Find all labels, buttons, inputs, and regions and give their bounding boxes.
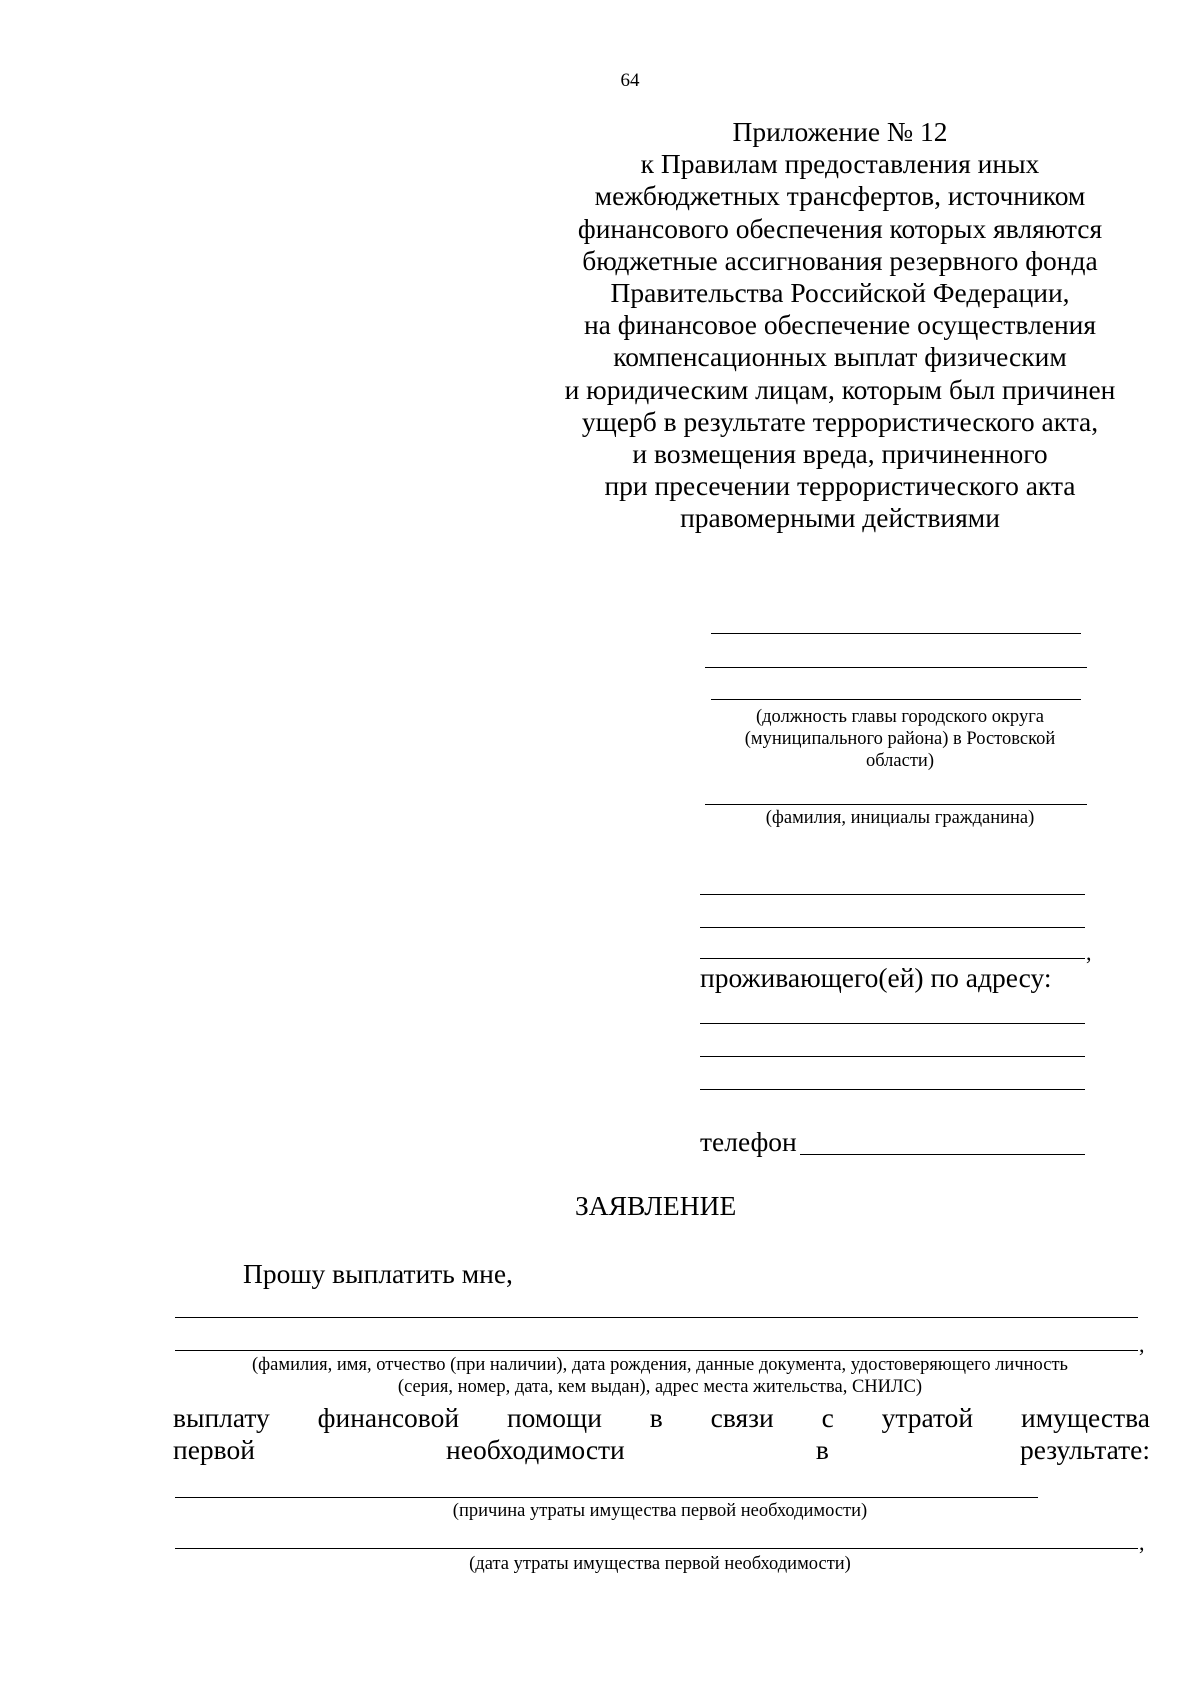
caption-line: области) <box>865 751 934 771</box>
phone-label: телефон <box>700 1126 797 1157</box>
reason-caption: (причина утраты имущества первой необходимости) <box>452 1501 868 1521</box>
position-caption <box>700 706 1100 772</box>
word: финансовой <box>317 1402 460 1433</box>
word: выплату <box>173 1402 270 1433</box>
official-name-caption: (фамилия, инициалы гражданина) <box>765 808 1035 828</box>
applicant-blank-line[interactable] <box>700 958 1085 959</box>
appendix-line: правомерными действиями <box>680 502 1000 534</box>
word: в <box>815 1434 829 1465</box>
appendix-line: финансового обеспечения которых являются <box>577 212 1103 244</box>
word: связи <box>710 1402 774 1433</box>
request-text: Прошу выплатить мне, <box>243 1258 513 1289</box>
word: имущества <box>1021 1402 1150 1433</box>
applicant-blank-line[interactable] <box>700 894 1085 895</box>
date-comma: , <box>1139 1530 1145 1555</box>
appendix-line: бюджетные ассигнования резервного фонда <box>582 244 1098 276</box>
position-blank-line[interactable] <box>711 699 1081 700</box>
caption-line: (фамилия, имя, отчество (при наличии), дата рождения, данные документа, удостоверяющего личность <box>252 1355 1068 1375</box>
position-blank-line[interactable] <box>705 667 1087 668</box>
person-blank-line[interactable] <box>175 1317 1138 1318</box>
word: в <box>649 1402 663 1433</box>
word: первой <box>173 1434 255 1465</box>
word: результате: <box>1019 1434 1150 1465</box>
appendix-line: Правительства Российской Федерации, <box>610 277 1070 309</box>
applicant-blank-line[interactable] <box>700 927 1085 928</box>
applicant-comma: , <box>1086 940 1092 965</box>
appendix-line: и возмещения вреда, причиненного <box>632 438 1048 470</box>
appendix-header <box>540 116 1140 535</box>
appendix-line: межбюджетных трансфертов, источником <box>594 180 1086 212</box>
date-caption: (дата утраты имущества первой необходимости) <box>469 1554 851 1574</box>
appendix-line: и юридическим лицам, которым был причинен <box>564 373 1116 405</box>
appendix-line: ущерб в результате террористического акта, <box>581 405 1099 437</box>
address-label: проживающего(ей) по адресу: <box>700 962 1052 993</box>
statement-title: ЗАЯВЛЕНИЕ <box>575 1190 737 1221</box>
official-name-blank-line[interactable] <box>705 804 1087 805</box>
appendix-line: Приложение № 12 <box>732 116 948 147</box>
date-blank-line[interactable] <box>175 1548 1138 1549</box>
word: утратой <box>881 1402 974 1433</box>
person-caption <box>160 1354 1160 1398</box>
address-blank-line[interactable] <box>700 1023 1085 1024</box>
person-blank-line[interactable] <box>175 1350 1138 1351</box>
address-blank-line[interactable] <box>700 1056 1085 1057</box>
appendix-line: к Правилам предоставления иных <box>640 148 1040 180</box>
address-blank-line[interactable] <box>700 1089 1085 1090</box>
appendix-line: компенсационных выплат физическим <box>613 341 1067 373</box>
phone-blank-line[interactable] <box>800 1154 1085 1155</box>
statement-line-2 <box>173 1434 1150 1466</box>
position-blank-line[interactable] <box>711 633 1081 634</box>
appendix-line: на финансовое обеспечение осуществления <box>583 309 1097 341</box>
caption-line: (должность главы городского округа <box>755 707 1044 727</box>
word: с <box>821 1402 834 1433</box>
page-number: 64 <box>620 70 640 91</box>
word: необходимости <box>446 1434 625 1465</box>
statement-line-1 <box>173 1402 1150 1434</box>
caption-line: (муниципального района) в Ростовской <box>744 729 1056 749</box>
appendix-line: при пресечении террористического акта <box>604 470 1076 502</box>
caption-line: (серия, номер, дата, кем выдан), адрес места жительства, СНИЛС) <box>397 1377 923 1397</box>
reason-blank-line[interactable] <box>175 1497 1038 1498</box>
person-comma: , <box>1139 1332 1145 1357</box>
word: помощи <box>506 1402 602 1433</box>
